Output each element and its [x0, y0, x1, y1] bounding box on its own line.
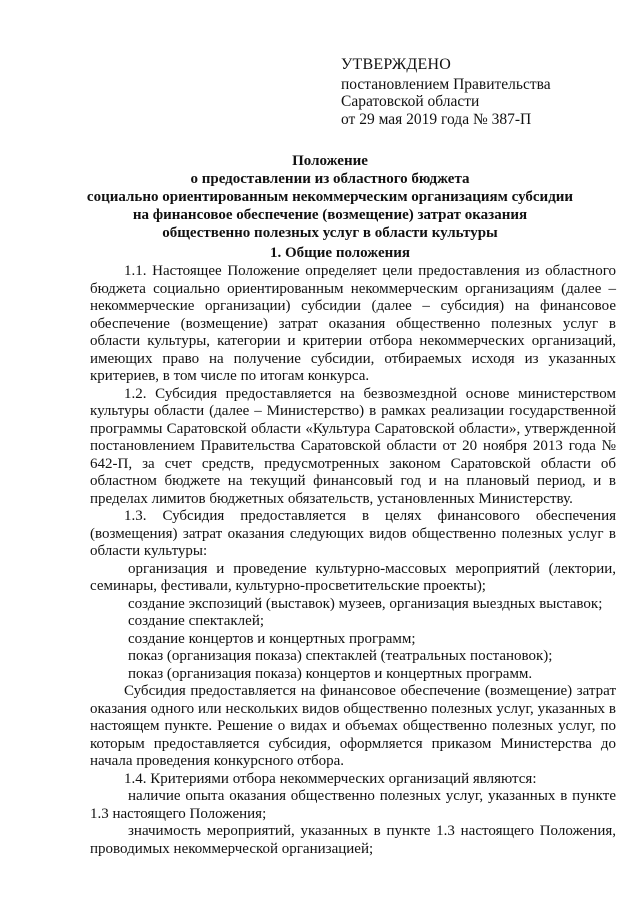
paragraph-1-4: 1.4. Критериями отбора некоммерческих организаций являются:: [124, 770, 537, 787]
paragraph-1-2: 1.2. Субсидия предоставляется на безвозмездной основе министерством культуры области (далее – Министерство) в рамках реализации государственной программы Саратовской области «Культура Саратовской области», утвержденной постановлением Правительства Саратовской области от 20 ноября 2013 года № 642-П, за счет средств, предусмотренных законом Саратовской области об областном бюджете на текущий финансовый год и на плановый период, и в пределах лимитов бюджетных обязательств, установленных Министерству.: [90, 385, 616, 507]
approval-line: постановлением Правительства: [341, 75, 551, 93]
service-list-item: создание спектаклей;: [128, 613, 265, 629]
document-title: [60, 152, 600, 242]
title-line: о предоставлении из областного бюджета: [190, 171, 470, 187]
service-list-item: организация и проведение культурно-массовых мероприятий (лектории, семинары, фестивали, культурно-просветительские проекты);: [90, 560, 616, 594]
paragraph-decision: Субсидия предоставляется на финансовое обеспечение (возмещение) затрат оказания одного или нескольких видов общественно полезных услуг, указанных в настоящем пункте. Решение о видах и объемах общественно полезных услуг, по которым предоставляется субсидия, оформляется приказом Министерства до начала проведения конкурсного отбора.: [90, 683, 616, 769]
paragraph-1-3: 1.3. Субсидия предоставляется в целях финансового обеспечения (возмещения) затрат оказания следующих видов общественно полезных услуг в области культуры:: [90, 508, 616, 559]
approval-line: Саратовской области: [341, 93, 480, 110]
service-list-item: показ (организация показа) спектаклей (театральных постановок);: [128, 648, 553, 664]
document-body: [90, 263, 616, 858]
title-line: Положение: [292, 153, 368, 169]
section-heading: 1. Общие положения: [269, 245, 411, 261]
title-line: общественно полезных услуг в области культуры: [162, 225, 498, 241]
service-list-item: создание концертов и концертных программ;: [128, 630, 416, 647]
criteria-list-item: наличие опыта оказания общественно полезных услуг, указанных в пункте 1.3 настоящего Положения;: [90, 788, 616, 822]
service-list-item: создание экспозиций (выставок) музеев, организация выездных выставок;: [128, 595, 603, 612]
title-line: на финансовое обеспечение (возмещение) затрат оказания: [132, 207, 528, 223]
paragraph-1-1: 1.1. Настоящее Положение определяет цели предоставления из областного бюджета социально ориентированным некоммерческим организациям (далее – некоммерческие организации) субсидии (далее – субсидия) на финансовое обеспечение (возмещение) затрат оказания общественно полезных услуг в области культуры, категории и критерии отбора некоммерческих организаций, имеющих право на получение субсидии, отбираемых исходя из указанных критериев, в том числе по итогам конкурса.: [90, 263, 616, 384]
approval-heading: УТВЕРЖДЕНО: [341, 56, 452, 73]
title-line: социально ориентированным некоммерческим организациям субсидии: [86, 189, 574, 205]
approval-date-line: от 29 мая 2019 года № 387-П: [341, 110, 532, 128]
service-list-item: показ (организация показа) концертов и концертных программ.: [128, 665, 533, 682]
criteria-list-item: значимость мероприятий, указанных в пункте 1.3 настоящего Положения, проводимых некоммерческой организацией;: [90, 823, 616, 857]
approval-stamp: [341, 56, 551, 128]
